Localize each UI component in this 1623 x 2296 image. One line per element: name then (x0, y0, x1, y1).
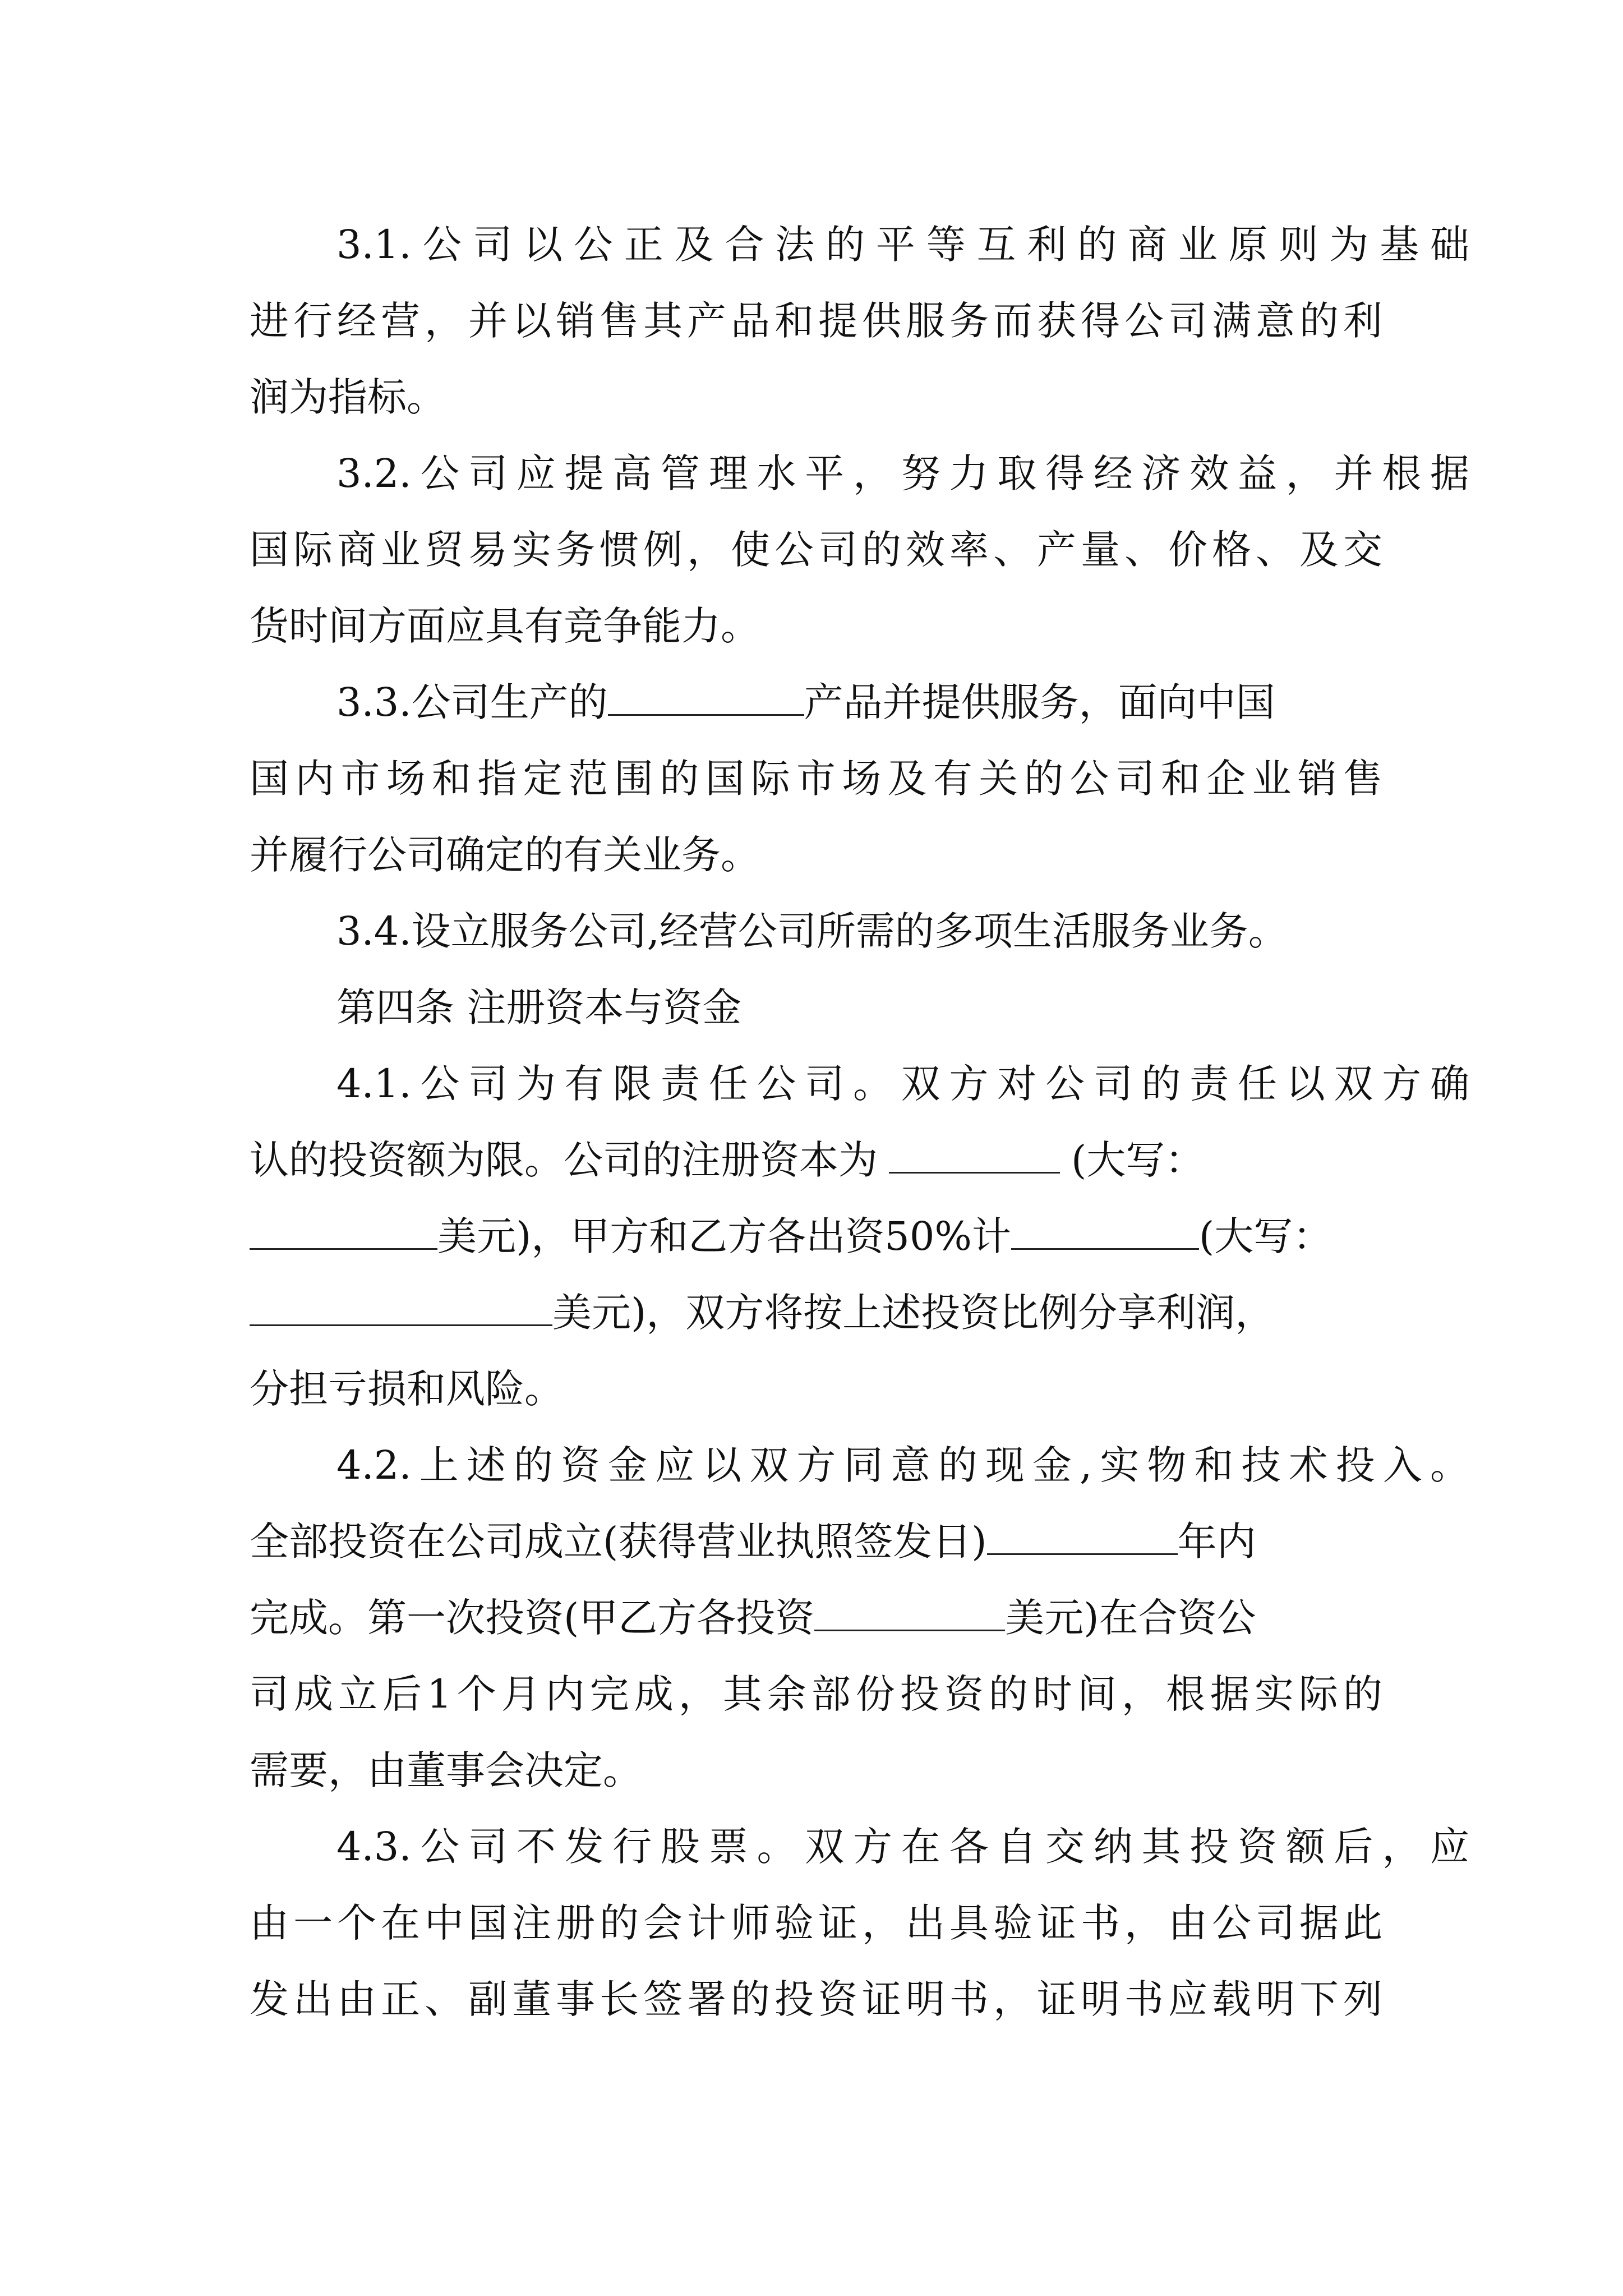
clause-3-1-line-1: 3.1.公司以公正及合法的平等互利的商业原则为基础 (336, 222, 1469, 268)
clause-3-3-line-2: 国内市场和指定范围的国际市场及有关的公司和企业销售 (250, 756, 1382, 802)
clause-4-1-text-d: (大写： (1198, 1213, 1332, 1259)
contribution-blank[interactable] (1011, 1216, 1199, 1250)
contribution-uppercase-blank[interactable] (250, 1292, 552, 1326)
clause-3-3-line-1 (336, 664, 1469, 740)
first-investment-blank[interactable] (814, 1597, 1005, 1631)
clause-3-3-text-b: 产品并提供服务，面向中国 (804, 679, 1275, 725)
clause-4-2-line-2 (250, 1503, 1382, 1580)
clause-4-1-text-e: 美元)，双方将按上述投资比例分享利润， (552, 1290, 1275, 1336)
registered-capital-blank[interactable] (889, 1139, 1060, 1174)
clause-3-3-line-3: 并履行公司确定的有关业务。 (250, 832, 760, 878)
clause-4-2-line-5: 需要，由董事会决定。 (250, 1747, 642, 1793)
clause-4-3-line-1: 4.3.公司不发行股票。双方在各自交纳其投资额后，应 (336, 1824, 1469, 1870)
clause-4-2-text-d: 美元)在合资公 (1005, 1595, 1256, 1641)
article-4-heading: 第四条 注册资本与资金 (336, 984, 742, 1030)
capital-uppercase-blank[interactable] (250, 1216, 437, 1250)
clause-4-2-line-1: 4.2.上述的资金应以双方同意的现金,实物和技术投入。 (336, 1442, 1469, 1488)
investment-years-blank[interactable] (987, 1521, 1178, 1555)
clause-4-1-line-1: 4.1.公司为有限责任公司。双方对公司的责任以双方确 (336, 1061, 1469, 1107)
clause-4-2-text-b: 年内 (1177, 1519, 1256, 1565)
clause-4-2-text-c: 完成。第一次投资(甲乙方各投资 (250, 1595, 815, 1641)
clause-3-1-line-2: 进行经营，并以销售其产品和提供服务而获得公司满意的利 (250, 298, 1382, 344)
clause-3-4-line-1: 3.4.设立服务公司,经营公司所需的多项生活服务业务。 (336, 908, 1288, 954)
clause-4-1-text-c: 美元)，甲方和乙方各出资50%计 (437, 1213, 1011, 1259)
clause-4-1-line-5: 分担亏损和风险。 (250, 1366, 564, 1412)
clause-4-1-line-2 (250, 1122, 1382, 1198)
clause-4-2-line-3 (250, 1580, 1382, 1656)
clause-4-1-line-3 (250, 1198, 1382, 1274)
clause-3-3-text-a: 3.3.公司生产的 (336, 679, 608, 725)
clause-3-2-line-3: 货时间方面应具有竞争能力。 (250, 603, 760, 649)
clause-4-2-text-a: 全部投资在公司成立(获得营业执照签发日) (250, 1519, 987, 1565)
product-blank[interactable] (608, 682, 804, 716)
clause-4-1-line-4 (250, 1274, 1382, 1351)
clause-3-1-line-3: 润为指标。 (250, 374, 446, 420)
clause-3-2-line-1: 3.2.公司应提高管理水平，努力取得经济效益，并根据 (336, 450, 1469, 496)
clause-4-1-text-b: (大写： (1071, 1137, 1205, 1183)
clause-4-1-text-a: 认的投资额为限。公司的注册资本为 (250, 1137, 878, 1183)
clause-4-3-line-3: 发出由正、副董事长签署的投资证明书，证明书应载明下列 (250, 1976, 1382, 2022)
clause-3-2-line-2: 国际商业贸易实务惯例，使公司的效率、产量、价格、及交 (250, 527, 1382, 573)
clause-4-3-line-2: 由一个在中国注册的会计师验证，出具验证书，由公司据此 (250, 1900, 1382, 1946)
clause-4-2-line-4: 司成立后1个月内完成，其余部份投资的时间，根据实际的 (250, 1671, 1382, 1717)
